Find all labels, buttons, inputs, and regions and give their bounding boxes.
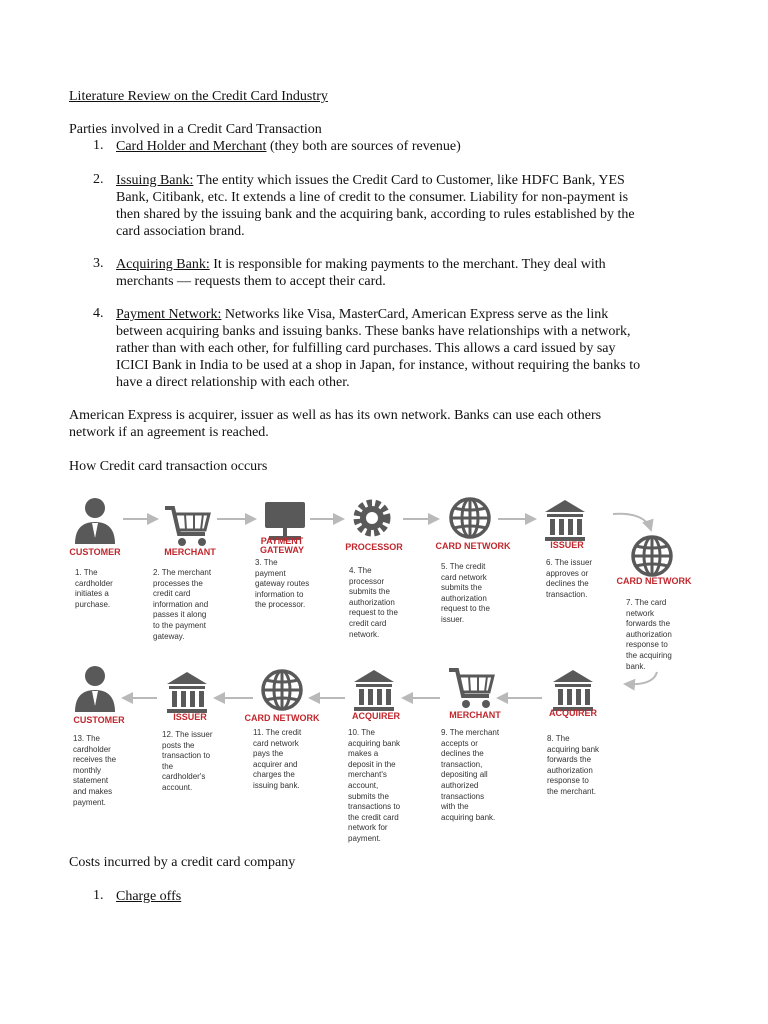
parties-heading: Parties involved in a Credit Card Transaction	[69, 122, 322, 137]
item-text: then shared by the issuing bank and the acquiring bank, according to rules established by the	[116, 207, 635, 222]
step-description: 6. The issuer approves or declines the transaction.	[546, 558, 593, 599]
step-label: MERCHANT	[449, 710, 501, 720]
flow-arrow	[625, 672, 657, 684]
step-description: 13. The cardholder receives the monthly statement and makes payment.	[73, 734, 117, 807]
list-item	[116, 172, 625, 189]
how-heading: How Credit card transaction occurs	[69, 459, 268, 474]
globe-icon	[628, 532, 676, 582]
flow-arrow	[613, 514, 651, 530]
item-text: ICICI Bank in India to be used at a shop in Japan, for instance, without requiring the banks to	[116, 358, 641, 373]
person-icon	[71, 494, 119, 544]
item-text: merchants — requests them to accept their card.	[116, 274, 386, 289]
document-title: Literature Review on the Credit Card Industry	[69, 89, 328, 104]
amex-paragraph-line: network if an agreement is reached.	[69, 425, 269, 440]
step-description: 8. The acquiring bank forwards the authorization response to the merchant.	[547, 734, 600, 796]
item-text: card association brand.	[116, 224, 245, 239]
step-description: 11. The credit card network pays the acquirer and charges the issuing bank.	[253, 728, 302, 790]
list-number: 1.	[93, 888, 104, 903]
list-item	[116, 256, 606, 273]
item-text: The entity which issues the Credit Card to Customer, like HDFC Bank, YES	[193, 173, 625, 188]
list-item	[116, 306, 608, 323]
step-description: 2. The merchant processes the credit card information and passes it along to the payment gateway.	[153, 568, 212, 641]
item-text: Networks like Visa, MasterCard, American Express serve as the link	[221, 307, 609, 322]
step-description: 5. The credit card network submits the authorization request to the issuer.	[441, 562, 490, 624]
step-description: 1. The cardholder initiates a purchase.	[75, 568, 113, 609]
list-number: 1.	[93, 138, 104, 153]
step-label: CARD NETWORK	[616, 576, 692, 586]
item-term: Card Holder and Merchant	[116, 139, 267, 154]
costs-heading: Costs incurred by a credit card company	[69, 855, 296, 870]
gear-icon	[348, 494, 396, 544]
list-number: 2.	[93, 172, 104, 187]
globe-icon	[258, 666, 306, 716]
step-description: 4. The processor submits the authorization request to the credit card network.	[349, 566, 398, 639]
step-label: ACQUIRER	[351, 711, 401, 721]
costs-item: Charge offs	[116, 889, 182, 904]
list-number: 3.	[93, 256, 104, 271]
item-text: Bank, Citibank, etc. It extends a line of credit to the consumer. Liability for non-payment is	[116, 190, 629, 205]
step-label: PAYMENT GATEWAY	[259, 536, 305, 555]
step-label: PROCESSOR	[345, 542, 403, 552]
item-term: Payment Network:	[116, 307, 222, 322]
step-label: CARD NETWORK	[435, 541, 511, 551]
bank-icon	[350, 666, 398, 716]
item-text: (they both are sources of revenue)	[266, 139, 461, 154]
list-number: 4.	[93, 306, 104, 321]
amex-paragraph-line: American Express is acquirer, issuer as well as has its own network. Banks can use each others	[69, 408, 602, 423]
item-term: Issuing Bank:	[116, 173, 194, 188]
step-label: ISSUER	[173, 712, 207, 722]
step-label: CARD NETWORK	[244, 713, 320, 723]
step-label: CUSTOMER	[69, 547, 121, 557]
step-label: ACQUIRER	[548, 708, 598, 718]
step-description: 10. The acquiring bank makes a deposit in the merchant's account, submits the transactions to the credit card network for payment.	[348, 728, 401, 843]
bank-icon	[541, 496, 589, 546]
item-text: rather than with each other, for fulfilling card purchases. This allows a card issued by say	[116, 341, 616, 356]
item-text: between acquiring banks and issuing banks. These banks have relationships with a network,	[116, 324, 631, 339]
globe-icon	[446, 494, 494, 544]
person-icon	[71, 662, 119, 712]
transaction-flow-diagram	[65, 486, 710, 856]
step-description: 12. The issuer posts the transaction to the cardholder's account.	[162, 730, 213, 792]
step-label: ISSUER	[550, 540, 584, 550]
cart-icon	[163, 500, 211, 550]
step-description: 9. The merchant accepts or declines the transaction, depositing all authorized transactions with the acquiring bank.	[441, 728, 500, 822]
step-label: CUSTOMER	[73, 715, 125, 725]
cart-icon	[447, 662, 495, 712]
list-item	[116, 138, 461, 155]
step-description: 7. The card network forwards the authorization response to the acquiring bank.	[626, 598, 672, 671]
step-description: 3. The payment gateway routes information to the processor.	[255, 558, 310, 610]
item-text: It is responsible for making payments to the merchant. They deal with	[209, 257, 606, 272]
step-label: MERCHANT	[164, 547, 216, 557]
item-term: Acquiring Bank:	[116, 257, 210, 272]
bank-icon	[163, 668, 211, 718]
item-text: have a direct relationship with each other.	[116, 375, 350, 390]
